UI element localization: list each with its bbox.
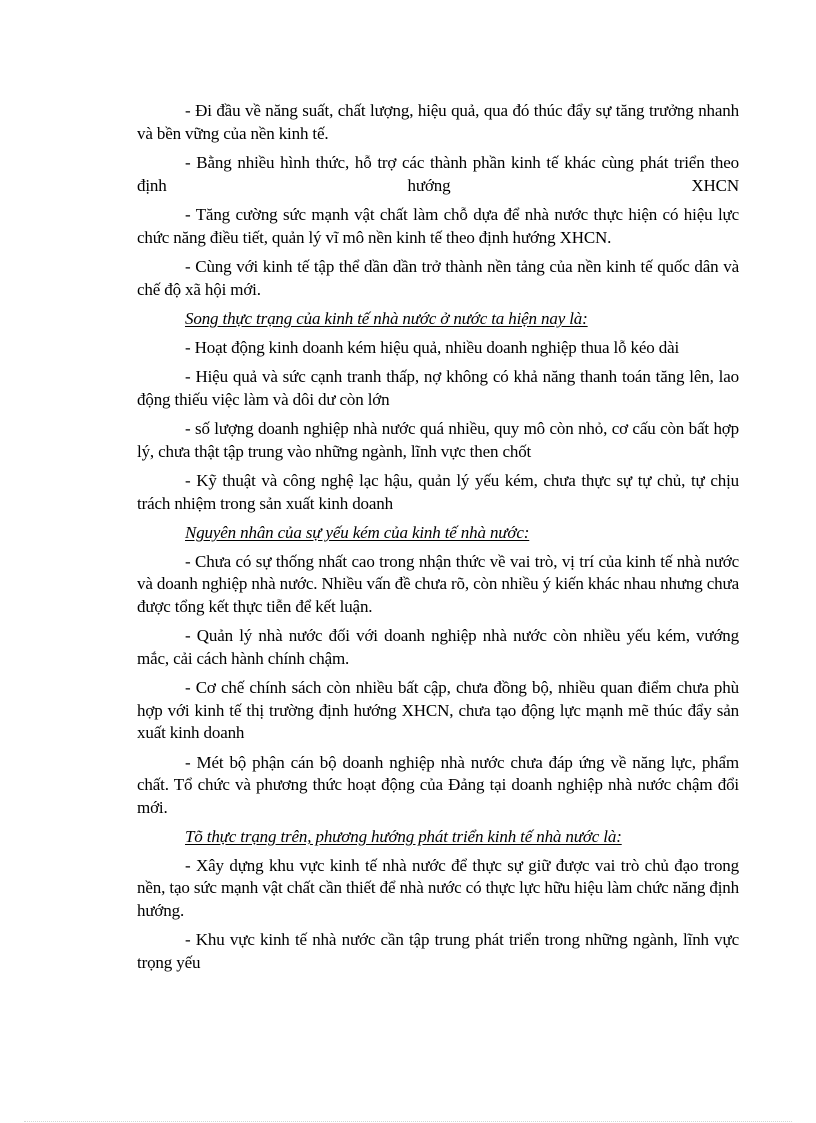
section-heading: Tõ thực trạng trên, phương hướng phát triển kinh tế nhà nước là: xyxy=(185,827,622,846)
paragraph: - Đi đầu về năng suất, chất lượng, hiệu quả, qua đó thúc đẩy sự tăng trưởng nhanh và bền vững của nền kinh tế. xyxy=(137,101,739,143)
paragraph: - Khu vực kinh tế nhà nước cần tập trung phát triển trong những ngành, lĩnh vực trọng yếu xyxy=(137,930,739,972)
paragraph: - Kỹ thuật và công nghệ lạc hậu, quản lý yếu kém, chưa thực sự tự chủ, tự chịu trách nhiệm trong sản xuất kinh doanh xyxy=(137,471,739,513)
paragraph: - Bằng nhiều hình thức, hỗ trợ các thành phần kinh tế khác cùng phát triển theo định hướng XHCN xyxy=(137,153,739,195)
page-bottom-divider xyxy=(24,1121,792,1122)
paragraph: - Cùng với kinh tế tập thể dần dần trở thành nền tảng của nền kinh tế quốc dân và chế độ xã hội mới. xyxy=(137,257,739,299)
paragraph: - số lượng doanh nghiệp nhà nước quá nhiều, quy mô còn nhỏ, cơ cấu còn bất hợp lý, chưa thật tập trung vào những ngành, lĩnh vực then chốt xyxy=(137,419,739,461)
paragraph: - Hiệu quả và sức cạnh tranh thấp, nợ không có khả năng thanh toán tăng lên, lao động thiếu việc làm và dôi dư còn lớn xyxy=(137,367,739,409)
section-heading: Nguyên nhân của sự yếu kém của kinh tế nhà nước: xyxy=(185,523,530,542)
document-page xyxy=(137,100,739,981)
paragraph: - Mét bộ phận cán bộ doanh nghiệp nhà nước chưa đáp ứng về năng lực, phẩm chất. Tổ chức và phương thức hoạt động của Đảng tại doanh nghiệp nhà nước chậm đổi mới. xyxy=(137,752,739,817)
paragraph: - Cơ chế chính sách còn nhiều bất cập, chưa đồng bộ, nhiều quan điểm chưa phù hợp với kinh tế thị trường định hướng XHCN, chưa tạo động lực mạnh mẽ thúc đẩy sản xuất kinh doanh xyxy=(137,678,739,742)
paragraph: - Xây dựng khu vực kinh tế nhà nước để thực sự giữ được vai trò chủ đạo trong nền, tạo sức mạnh vật chất cần thiết để nhà nước có thực lực hữu hiệu làm chức năng định hướng. xyxy=(137,855,739,920)
paragraph: - Chưa có sự thống nhất cao trong nhận thức về vai trò, vị trí của kinh tế nhà nước và doanh nghiệp nhà nước. Nhiều vấn đề chưa rõ, còn nhiều ý kiến khác nhau nhưng chưa được tổng kết thực tiễn để kết luận. xyxy=(137,551,739,616)
section-heading: Song thực trạng của kinh tế nhà nước ở nước ta hiện nay là: xyxy=(185,309,588,328)
paragraph: - Quản lý nhà nước đối với doanh nghiệp nhà nước còn nhiều yếu kém, vướng mắc, cải cách hành chính chậm. xyxy=(137,626,739,668)
paragraph: - Hoạt động kinh doanh kém hiệu quả, nhiều doanh nghiệp thua lỗ kéo dài xyxy=(185,337,680,357)
paragraph: - Tăng cường sức mạnh vật chất làm chỗ dựa để nhà nước thực hiện có hiệu lực chức năng điều tiết, quản lý vĩ mô nền kinh tế theo định hướng XHCN. xyxy=(137,205,739,247)
